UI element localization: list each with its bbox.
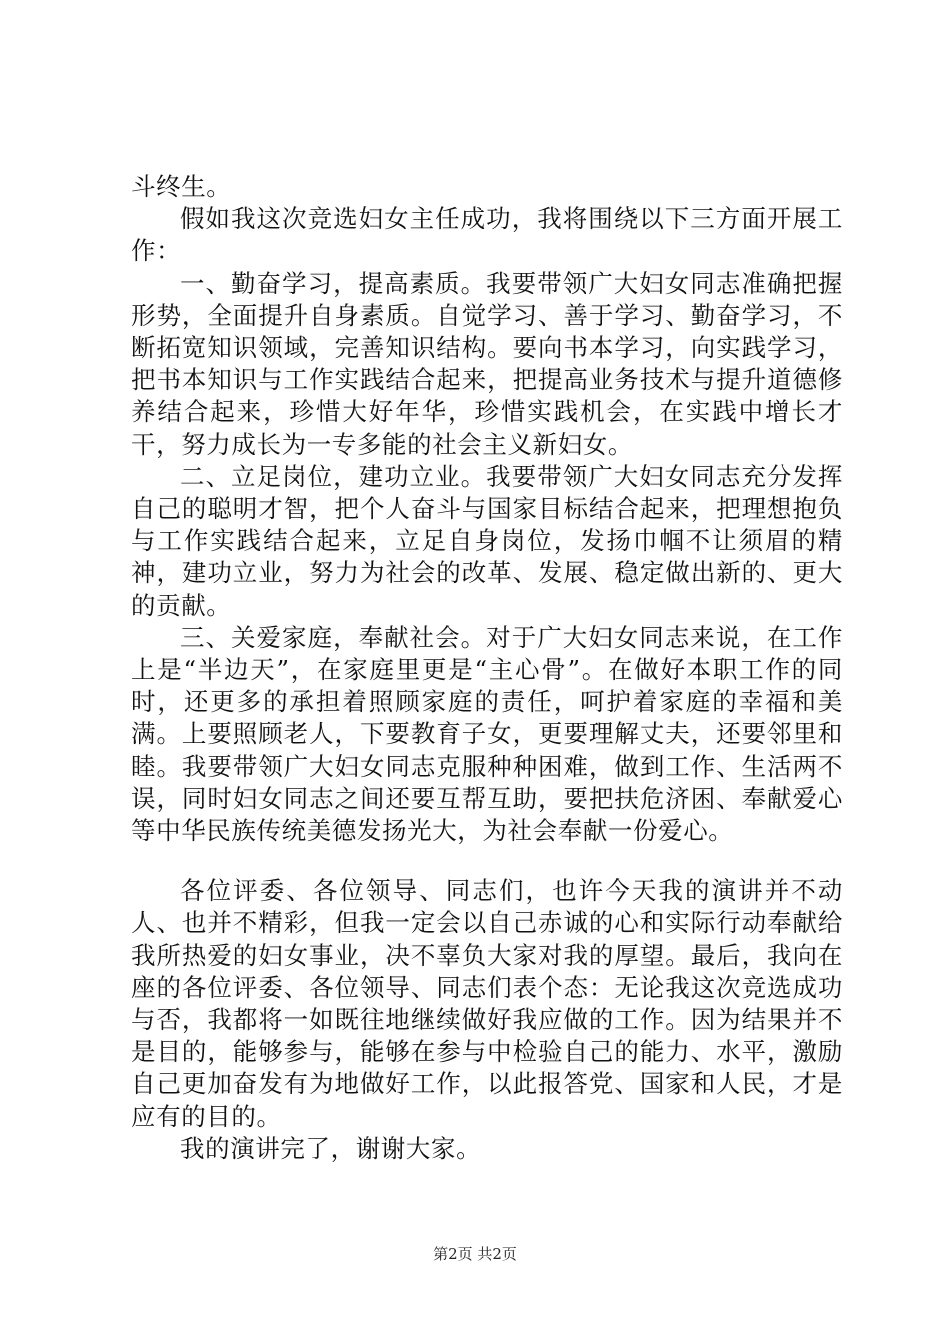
- paragraph-point-one: 一、勤奋学习，提高素质。我要带领广大妇女同志准确把握形势，全面提升自身素质。自觉学习、善于学习、勤奋学习，不断拓宽知识领域，完善知识结构。要向书本学习，向实践学习，把书本知识与工作实践结合起来，把提高业务技术与提升道德修养结合起来，珍惜大好年华，珍惜实践机会，在实践中增长才干，努力成长为一专多能的社会主义新妇女。: [131, 268, 843, 459]
- page-footer: [0, 1244, 950, 1264]
- paragraph-intro: 假如我这次竞选妇女主任成功，我将围绕以下三方面开展工作：: [131, 204, 843, 266]
- paragraph-point-two: 二、立足岗位，建功立业。我要带领广大妇女同志充分发挥自己的聪明才智，把个人奋斗与国家目标结合起来，把理想抱负与工作实践结合起来，立足自身岗位，发扬巾帼不让须眉的精神，建功立业，努力为社会的改革、发展、稳定做出新的、更大的贡献。: [131, 461, 843, 620]
- paragraph-continuation: 斗终生。: [131, 172, 232, 201]
- paragraph-spacer: [131, 847, 843, 875]
- page-number: 第2页 共2页: [433, 1245, 517, 1263]
- paragraph-closing: 各位评委、各位领导、同志们，也许今天我的演讲并不动人、也并不精彩，但我一定会以自己赤诚的心和实际行动奉献给我所热爱的妇女事业，决不辜负大家对我的厚望。最后，我向在座的各位评委、各位领导、同志们表个态：无论我这次竞选成功与否，我都将一如既往地继续做好我应做的工作。因为结果并不是目的，能够参与，能够在参与中检验自己的能力、水平，激励自己更加奋发有为地做好工作，以此报答党、国家和人民，才是应有的目的。: [131, 876, 843, 1131]
- paragraph-point-three: 三、关爱家庭，奉献社会。对于广大妇女同志来说，在工作上是“半边天”，在家庭里更是“主心骨”。在做好本职工作的同时，还更多的承担着照顾家庭的责任，呵护着家庭的幸福和美满。上要照顾老人，下要教育子女，更要理解丈夫，还要邻里和睦。我要带领广大妇女同志克服种种困难，做到工作、生活两不误，同时妇女同志之间还要互帮互助，要把扶危济困、奉献爱心等中华民族传统美德发扬光大，为社会奉献一份爱心。: [131, 622, 843, 846]
- paragraph-thanks: 我的演讲完了，谢谢大家。: [180, 1133, 482, 1163]
- document-body: [131, 171, 843, 1165]
